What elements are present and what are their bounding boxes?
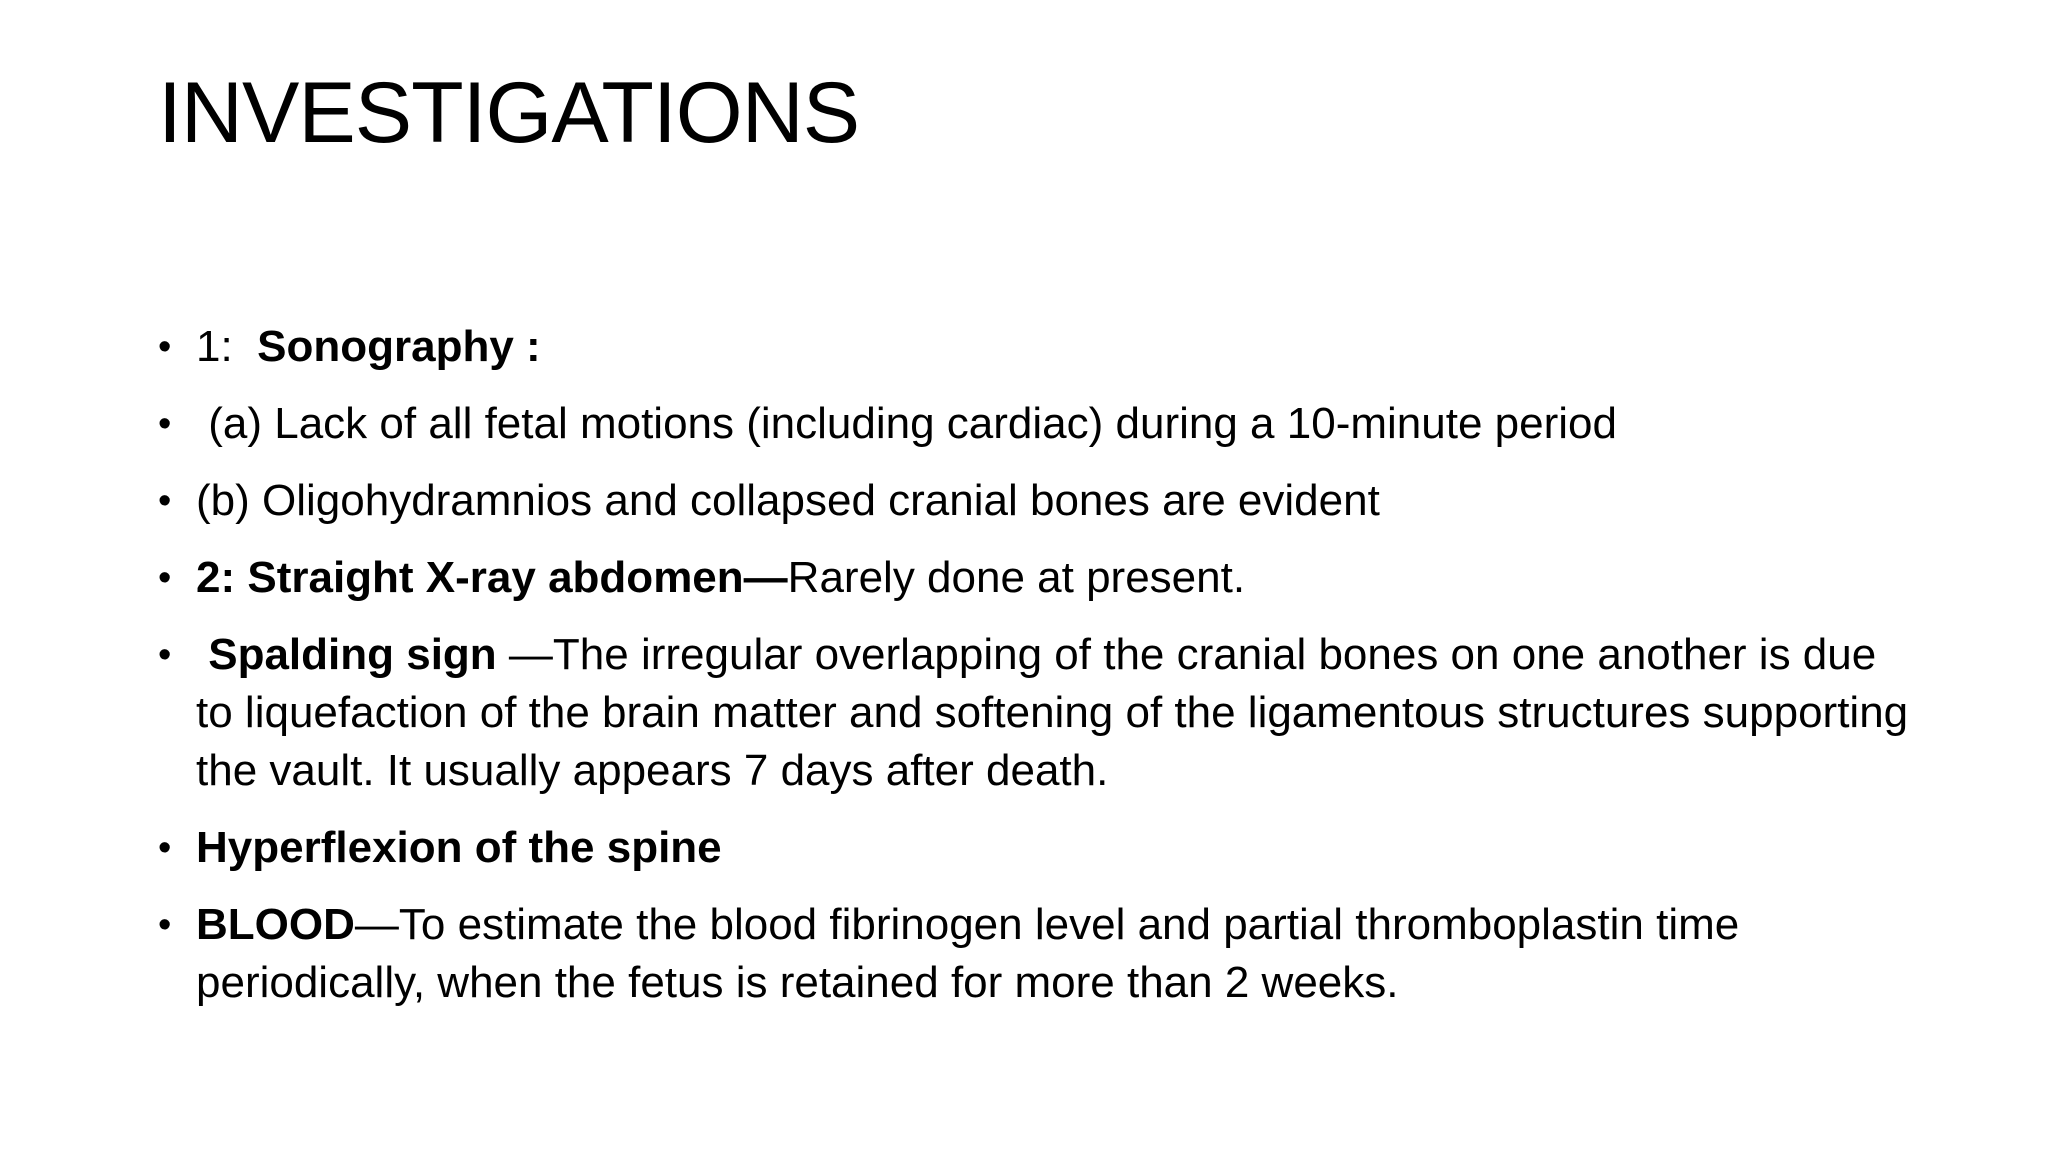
slide-title: INVESTIGATIONS [158, 65, 860, 161]
bullet-text-heading: 2: Straight X-ray abdomen— [196, 553, 788, 602]
bullet-text-number: 1: [196, 322, 258, 371]
bullet-text: (b) Oligohydramnios and collapsed cranial bones are evident [196, 476, 1380, 525]
bullet-item [158, 626, 1918, 800]
bullet-item [158, 472, 1918, 530]
bullet-text: Rarely done at present. [787, 553, 1246, 602]
bullet-text-heading: Spalding sign [196, 630, 497, 679]
bullet-item [158, 318, 1918, 376]
bullet-text-heading: Sonography : [257, 322, 541, 371]
bullet-dot-icon: • [158, 403, 172, 445]
bullet-dot-icon: • [158, 634, 172, 676]
bullet-dot-icon: • [158, 557, 172, 599]
bullet-dot-icon: • [158, 827, 172, 869]
bullet-text: —To estimate the blood fibrinogen level and partial thromboplastin time periodically, when the fetus is retained for more than 2 weeks. [196, 900, 1740, 1007]
bullet-item [158, 395, 1918, 453]
bullet-text: (a) Lack of all fetal motions (including cardiac) during a 10-minute period [196, 399, 1617, 448]
bullet-item [158, 896, 1918, 1012]
bullet-dot-icon: • [158, 326, 172, 368]
bullet-text-heading: BLOOD [196, 900, 355, 949]
bullet-list [158, 318, 1918, 1031]
bullet-item [158, 549, 1918, 607]
bullet-dot-icon: • [158, 480, 172, 522]
bullet-text: —The irregular overlapping of the cranial bones on one another is due to liquefaction of the brain matter and softening of the ligamentous structures supporting the vault. It usually appears 7 days after death. [196, 630, 1909, 795]
bullet-item [158, 819, 1918, 877]
bullet-text-heading: Hyperflexion of the spine [196, 823, 722, 872]
bullet-dot-icon: • [158, 904, 172, 946]
